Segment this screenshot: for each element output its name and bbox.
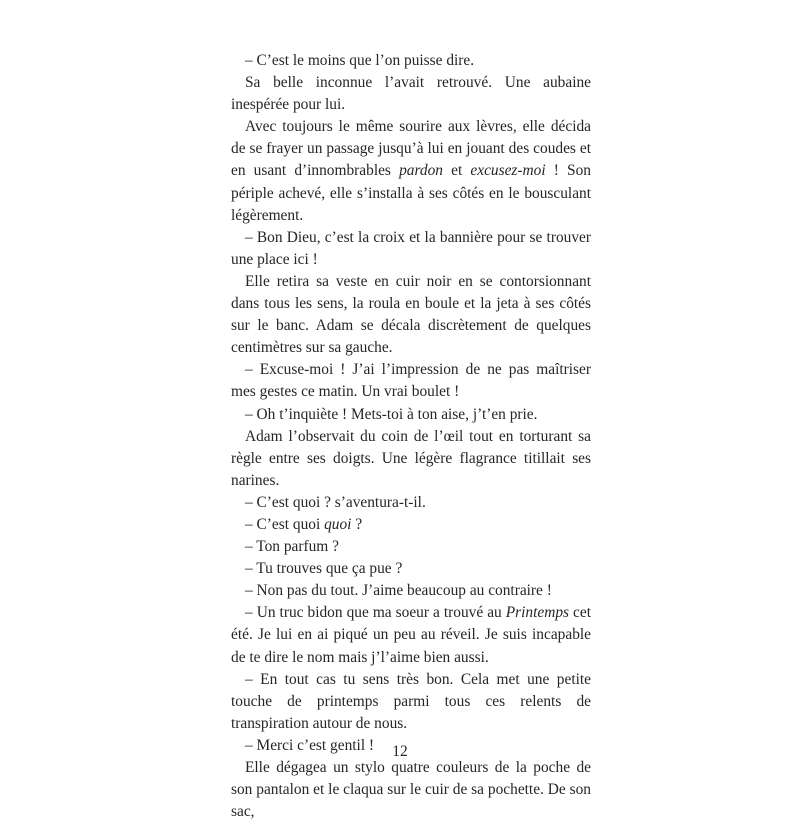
paragraph-11: – Ton parfum ? (245, 538, 339, 556)
paragraph-16: – Merci c’est gentil ! (245, 736, 375, 754)
paragraph-15: – En tout cas tu sens très bon. Cela met une petite touche de printemps parmi tous ces relents de transpiration autour de nous. (231, 670, 591, 732)
page-number: 12 (392, 743, 408, 760)
paragraph-3: Avec toujours le même sourire aux lèvres, elle décida de se frayer un passage jusqu’à lui en jouant des coudes et en usant d’innombrables pardon et excusez-moi ! Son périple achevé, elle s’installa à ses côtés en le bousculant légèrement. (231, 118, 592, 224)
italic-term: excusez-moi (470, 162, 546, 180)
paragraph-14: – Un truc bidon que ma soeur a trouvé au Printemps cet été. Je lui en ai piqué un peu au réveil. Je suis incapable de te dire le nom mais j’l’aime bien aussi. (231, 604, 591, 666)
paragraph-12: – Tu trouves que ça pue ? (245, 560, 403, 578)
paragraph-4: – Bon Dieu, c’est la croix et la bannière pour se trouver une place ici ! (231, 228, 591, 268)
italic-term: Printemps (505, 604, 570, 622)
page-body-text (231, 50, 591, 823)
paragraph-10: – C’est quoi quoi ? (245, 515, 363, 533)
paragraph-6: – Excuse-moi ! J’ai l’impression de ne pas maîtriser mes gestes ce matin. Un vrai boulet ! (231, 361, 591, 401)
paragraph-13: – Non pas du tout. J’aime beaucoup au contraire ! (245, 582, 552, 600)
italic-term: quoi (324, 515, 352, 533)
paragraph-9: – C’est quoi ? s’aventura-t-il. (245, 493, 426, 511)
paragraph-2: Sa belle inconnue l’avait retrouvé. Une aubaine inespérée pour lui. (231, 74, 591, 114)
paragraph-5: Elle retira sa veste en cuir noir en se contorsionnant dans tous les sens, la roula en boule et la jeta à ses côtés sur le banc. Adam se décala discrètement de quelques centimètres sur sa gauche. (231, 272, 591, 357)
paragraph-17: Elle dégagea un stylo quatre couleurs de la poche de son pantalon et le claqua sur le cuir de sa pochette. De son sac, (231, 759, 591, 821)
paragraph-8: Adam l’observait du coin de l’œil tout en torturant sa règle entre ses doigts. Une légère flagrance titillait ses narines. (231, 427, 591, 489)
paragraph-1: – C’est le moins que l’on puisse dire. (245, 52, 475, 69)
paragraph-7: – Oh t’inquiète ! Mets-toi à ton aise, j’t’en prie. (245, 405, 538, 423)
italic-term: pardon (399, 162, 443, 180)
